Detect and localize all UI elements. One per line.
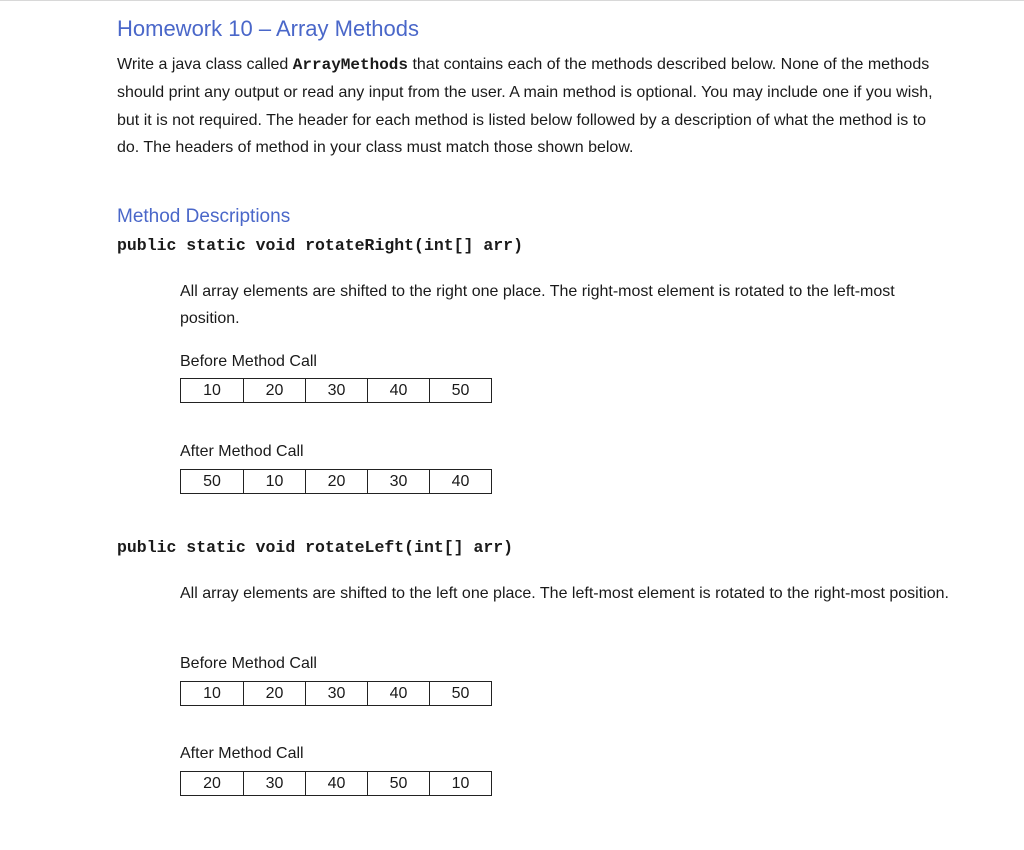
array-before-rotate-left bbox=[180, 681, 492, 706]
array-cell: 40 bbox=[305, 772, 367, 795]
page-title: Homework 10 – Array Methods bbox=[117, 16, 420, 41]
array-cell: 50 bbox=[367, 772, 429, 795]
array-cell: 30 bbox=[305, 379, 367, 402]
array-cell: 20 bbox=[305, 470, 367, 493]
array-cell: 50 bbox=[429, 379, 491, 402]
before-label-rotate-right: Before Method Call bbox=[180, 353, 317, 370]
array-cell: 30 bbox=[367, 470, 429, 493]
array-cell: 30 bbox=[243, 772, 305, 795]
method-signature-rotate-left: public static void rotateLeft(int[] arr) bbox=[117, 538, 514, 557]
intro-class-name: ArrayMethods bbox=[292, 56, 408, 74]
array-cell: 50 bbox=[429, 682, 491, 705]
array-cell: 10 bbox=[203, 382, 221, 399]
intro-paragraph bbox=[117, 51, 947, 162]
array-cell: 20 bbox=[243, 682, 305, 705]
array-cell: 10 bbox=[243, 470, 305, 493]
after-label-rotate-left: After Method Call bbox=[180, 745, 304, 762]
page-top-border bbox=[0, 0, 1024, 1]
array-after-rotate-right bbox=[180, 469, 492, 494]
array-cell: 30 bbox=[305, 682, 367, 705]
array-cell: 40 bbox=[429, 470, 491, 493]
array-cell: 50 bbox=[203, 473, 221, 490]
method-signature-rotate-right: public static void rotateRight(int[] arr) bbox=[117, 236, 523, 255]
method-description-rotate-left: All array elements are shifted to the left one place. The left-most element is rotated to the right-most position. bbox=[180, 585, 949, 602]
intro-text-after: that contains each of the methods described below. None of the methods should print any output or read any input from the user. A main method is optional. You may include one if you wish, but it is not required. The header for each method is listed below followed by a description of what the method is to do. The headers of method in your class must match those shown below. bbox=[117, 56, 933, 157]
section-title: Method Descriptions bbox=[117, 206, 291, 227]
array-cell: 40 bbox=[367, 682, 429, 705]
array-cell: 20 bbox=[243, 379, 305, 402]
intro-text-before: Write a java class called bbox=[117, 56, 293, 73]
array-cell: 40 bbox=[367, 379, 429, 402]
array-before-rotate-right bbox=[180, 378, 492, 403]
array-after-rotate-left bbox=[180, 771, 492, 796]
after-label-rotate-right: After Method Call bbox=[180, 443, 304, 460]
method-description-rotate-right: All array elements are shifted to the right one place. The right-most element is rotated to the left-most position. bbox=[180, 283, 895, 328]
array-cell: 10 bbox=[429, 772, 491, 795]
array-cell: 10 bbox=[203, 685, 221, 702]
array-cell: 20 bbox=[203, 775, 221, 792]
before-label-rotate-left: Before Method Call bbox=[180, 655, 317, 672]
